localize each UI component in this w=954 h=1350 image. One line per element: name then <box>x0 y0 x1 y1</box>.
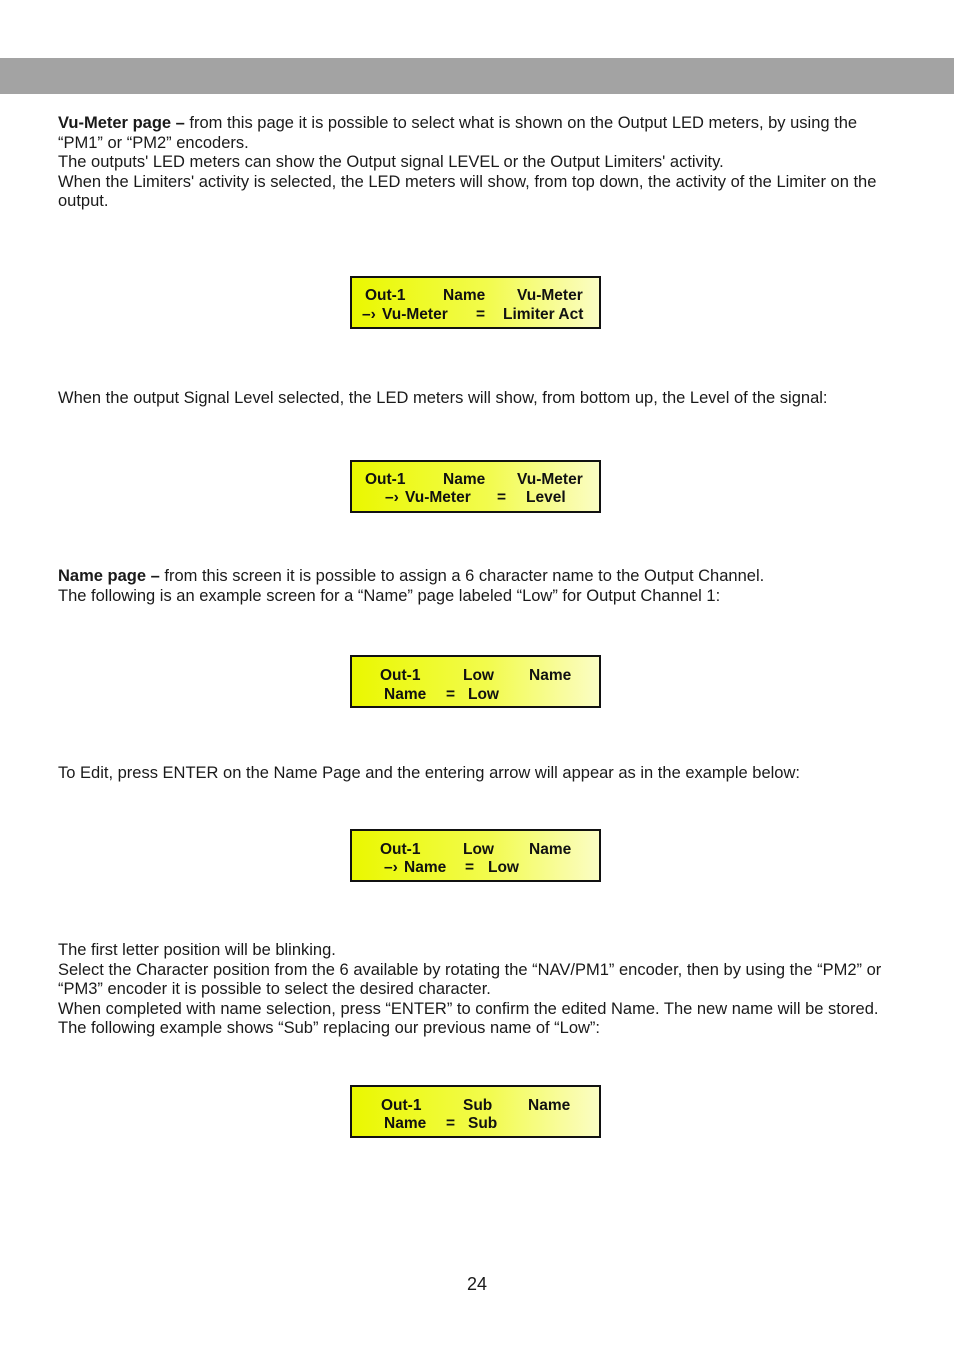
lcd-channel: Out-1 <box>381 1097 422 1114</box>
lcd-page: Name <box>443 471 486 488</box>
lcd-label: Name <box>404 859 447 876</box>
lcd-line-1 <box>352 667 599 685</box>
lcd-equals: = <box>446 1115 456 1132</box>
lcd-param: Name <box>529 841 572 858</box>
lcd-channel: Out-1 <box>365 471 406 488</box>
vu-meter-line-2: The outputs' LED meters can show the Output signal LEVEL or the Output Limiters' activity. <box>58 153 724 172</box>
lcd-line-1 <box>352 1097 599 1115</box>
lcd-display-limiter <box>350 276 601 329</box>
lcd-display-name-low <box>350 655 601 708</box>
lcd-param: Name <box>528 1097 571 1114</box>
lcd-page: Name <box>443 287 486 304</box>
lcd-display-level <box>350 460 601 513</box>
lcd-display-name-edit <box>350 829 601 882</box>
name-page-paragraph <box>58 567 898 606</box>
lcd-label: Name <box>384 1115 427 1132</box>
lcd-arrow: –› <box>384 859 398 876</box>
lcd-value: Sub <box>468 1115 498 1132</box>
lcd-param: Vu-Meter <box>517 287 583 304</box>
lcd-display-name-sub <box>350 1085 601 1138</box>
lcd-line-2 <box>352 859 599 877</box>
lcd-equals: = <box>446 686 456 703</box>
lcd-line-1 <box>352 471 599 489</box>
lcd-page: Low <box>463 667 494 684</box>
page-number: 24 <box>466 1274 488 1294</box>
lcd-page: Sub <box>463 1097 493 1114</box>
lcd-label: Name <box>384 686 427 703</box>
blinking-line-3: When completed with name selection, press “ENTER” to confirm the edited Name. The new name will be stored. The following example shows “Sub” replacing our previous name of “Low”: <box>58 999 879 1038</box>
name-page-line-1-text: from this screen it is possible to assign a 6 character name to the Output Channel. <box>159 567 765 585</box>
name-page-line-1 <box>58 567 898 587</box>
edit-text: To Edit, press ENTER on the Name Page and the entering arrow will appear as in the example below: <box>58 764 800 782</box>
name-page-lead: Name page – <box>58 567 160 585</box>
blinking-paragraph <box>58 941 898 1039</box>
blinking-line-1: The first letter position will be blinking. <box>58 941 336 959</box>
lcd-param: Name <box>529 667 572 684</box>
lcd-channel: Out-1 <box>365 287 406 304</box>
lcd-line-1 <box>352 841 599 859</box>
lcd-arrow: –› <box>385 489 399 506</box>
lcd-equals: = <box>465 859 475 876</box>
edit-paragraph <box>58 764 898 784</box>
vu-meter-line-1 <box>58 114 898 153</box>
lcd-value: Limiter Act <box>503 306 584 323</box>
lcd-label: Vu-Meter <box>405 489 471 506</box>
lcd-line-2 <box>352 489 599 507</box>
vu-meter-lead: Vu-Meter page – <box>58 114 185 132</box>
lcd-param: Vu-Meter <box>517 471 583 488</box>
lcd-value: Low <box>488 859 519 876</box>
lcd-value: Level <box>526 489 566 506</box>
lcd-channel: Out-1 <box>380 841 421 858</box>
lcd-equals: = <box>476 306 486 323</box>
signal-level-paragraph <box>58 389 898 409</box>
header-band <box>0 58 954 94</box>
lcd-label: Vu-Meter <box>382 306 448 323</box>
vu-meter-line-1-text: from this page it is possible to select what is shown on the Output LED meters, by using the “PM1” or “PM2” encoders. <box>58 114 858 152</box>
name-page-line-2: The following is an example screen for a “Name” page labeled “Low” for Output Channel 1: <box>58 586 721 605</box>
lcd-arrow: –› <box>362 306 376 323</box>
lcd-page: Low <box>463 841 494 858</box>
lcd-channel: Out-1 <box>380 667 421 684</box>
lcd-value: Low <box>468 686 499 703</box>
lcd-equals: = <box>497 489 507 506</box>
signal-level-text: When the output Signal Level selected, the LED meters will show, from bottom up, the Level of the signal: <box>58 389 828 407</box>
lcd-line-1 <box>352 287 599 305</box>
lcd-line-2 <box>352 1115 599 1133</box>
lcd-line-2 <box>352 306 599 324</box>
blinking-line-2: Select the Character position from the 6 available by rotating the “NAV/PM1” encoder, then by using the “PM2” or “PM3” encoder it is possible to select the desired character. <box>58 960 882 999</box>
lcd-line-2 <box>352 686 599 704</box>
vu-meter-paragraph <box>58 114 898 212</box>
vu-meter-line-3: When the Limiters' activity is selected, the LED meters will show, from top down, the activity of the Limiter on the output. <box>58 172 877 211</box>
